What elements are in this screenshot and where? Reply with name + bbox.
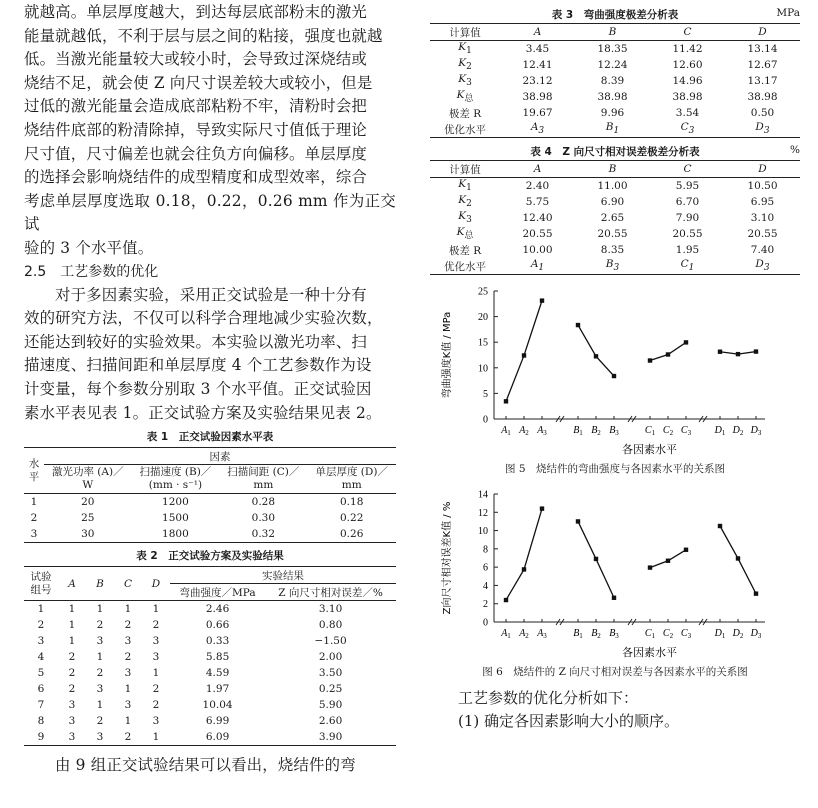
table-cell: 6.09 (205, 731, 230, 744)
y-tick-label: 12 (478, 507, 488, 519)
table-row (430, 226, 800, 242)
text-line: 对于多因素实验，采用正交试验是一种十分有 (55, 285, 367, 304)
table2-caption: 表 2 正交试验方案及实验结果 (136, 550, 284, 563)
data-point (736, 556, 740, 560)
table1 (24, 447, 396, 543)
x-tick-label: $B_3$ (609, 628, 619, 640)
table-cell: 6.70 (675, 196, 700, 208)
x-tick-label: $D_2$ (732, 425, 744, 437)
table-cell: 20.55 (672, 228, 703, 240)
series-line-A (506, 509, 542, 600)
table-cell: 12.40 (522, 212, 553, 224)
y-tick-label: 0 (483, 617, 488, 629)
x-tick-label: $B_2$ (591, 425, 601, 437)
figure6-caption: 图 6 烧结件的 Z 向尺寸相对误差与各因素水平的关系图 (482, 666, 748, 678)
table-cell: 3 (124, 699, 132, 712)
figure6-chart (430, 484, 800, 664)
table-cell: 9 (37, 731, 45, 744)
table-cell: 2 (68, 651, 76, 664)
table-cell: 3 (96, 731, 104, 744)
table-cell: 11.00 (597, 180, 628, 192)
data-point (522, 353, 526, 357)
figure5-caption: 图 5 烧结件的弯曲强度与各因素水平的关系图 (504, 463, 726, 475)
table-cell: 12.67 (747, 59, 778, 71)
t1-col-b: 扫描速度 (B)／ (mm · s⁻¹) (139, 466, 212, 492)
table-cell: 3 (96, 683, 104, 696)
table-cell: 3.90 (318, 731, 343, 744)
table-cell: 13.17 (747, 75, 778, 87)
x-tick-label: $B_3$ (609, 425, 619, 437)
table-row (24, 601, 396, 618)
y-tick-label: 5 (483, 388, 488, 400)
x-tick-label: $C_2$ (662, 425, 674, 437)
table-cell: 38.98 (747, 91, 778, 103)
table-cell: $K_2$ (458, 194, 472, 210)
table-row (24, 697, 396, 713)
table3-unit: MPa (776, 7, 800, 19)
text-line: 尺寸值，尺寸偏差也就会往负方向偏移。单层厚度 (24, 144, 367, 163)
table-cell: 1 (152, 603, 160, 616)
table-cell: 2 (152, 699, 160, 712)
table-cell: 0.66 (205, 619, 230, 632)
paragraph-thickness (24, 1, 396, 261)
table-cell: 2 (152, 683, 160, 696)
table-cell: $K_3$ (458, 210, 472, 226)
text-line: 还能达到较好的实验效果。本实验以激光功率、扫 (24, 332, 367, 351)
table-cell: 9.96 (600, 107, 625, 119)
table-cell: 2 (152, 619, 160, 632)
table-cell: 0.80 (318, 619, 343, 632)
data-point (612, 596, 616, 600)
table-cell: 1 (68, 619, 76, 632)
table2: 试验 组号 A B C D 实验结果 弯曲强度／MPa Z 向尺寸相对误差／% 1 1 1 1 1 2.46 3.10 2 1 2 2 2 0.66 0.80 3 1 3 3 3 0.33 −1.50 4 2 1 2 3 5.85 2.00 5 2 2 3 1 4.59 3.50 6 2 3 1 2 1.97 0.25 7 3 1 3 2 10.04 5.90 8 3 2 1 3 6.99 2.60 9 3 3 2 1 6.09 3.90 (24, 566, 396, 746)
t1-level-label: 平 (28, 470, 40, 483)
table-cell: 3 (37, 635, 45, 648)
table-cell: 38.98 (522, 91, 553, 103)
table-row (430, 89, 800, 105)
section-heading: 2.5 工艺参数的优化 (24, 263, 159, 280)
table-row (24, 665, 396, 681)
table-cell: 5.75 (525, 196, 550, 208)
x-tick-label: $A_2$ (519, 628, 529, 640)
table-cell: 2 (68, 667, 76, 680)
table3-caption-row (430, 7, 800, 21)
text-line: 验的 3 个水平值。 (24, 238, 154, 257)
table-cell: $D_3$ (755, 121, 770, 137)
table-cell: $K_总$ (456, 226, 474, 242)
data-point (666, 559, 670, 563)
y-tick-label: 2 (483, 599, 488, 611)
table4-caption: 表 4 Z 向尺寸相对误差极差分析表 (530, 146, 700, 158)
table-cell: 1 (68, 603, 76, 616)
table4-unit: % (790, 144, 800, 156)
data-point (718, 524, 722, 528)
table4-caption-row (430, 144, 800, 158)
table-cell: 6.90 (600, 196, 625, 208)
table-cell: 7.40 (750, 244, 775, 256)
table-cell: $K_总$ (456, 89, 474, 105)
table-cell: $A_1$ (530, 258, 545, 274)
data-point (594, 354, 598, 358)
x-tick-label: $C_3$ (680, 425, 692, 437)
table-row (24, 681, 396, 697)
table-cell: 极差 R (448, 107, 482, 120)
table-cell: 3 (124, 635, 132, 648)
table-row: 2 25 1500 0.30 0.22 (30, 512, 364, 525)
table-row (430, 194, 800, 210)
figure5-chart (430, 281, 800, 461)
y-tick-label: 25 (478, 286, 488, 298)
text-line: 能量就越低，不利于层与层之间的粘接，强度也就越 (24, 26, 383, 45)
data-point (736, 352, 740, 356)
text-line: 烧结件底部的粉清除掉，导致实际尺寸值低于理论 (24, 120, 367, 139)
y-tick-label: 10 (478, 526, 488, 538)
x-tick-label: $D_1$ (714, 628, 726, 640)
x-tick-label: $D_2$ (732, 628, 744, 640)
table-cell: 2 (124, 731, 132, 744)
t2-error-header: Z 向尺寸相对误差／% (278, 586, 383, 599)
table-cell: 3 (124, 667, 132, 680)
data-point (754, 349, 758, 353)
x-tick-label: $C_2$ (662, 628, 674, 640)
series-line-C (650, 342, 686, 360)
table-cell: 5.85 (205, 651, 230, 664)
text-line: 烧结不足，就会使 Z 向尺寸误差较大或较小，但是 (24, 73, 373, 92)
table-cell: 23.12 (522, 75, 553, 87)
table-cell: 5.90 (318, 699, 343, 712)
table3-caption: 表 3 弯曲强度极差分析表 (551, 9, 679, 21)
table-row (430, 105, 800, 121)
table-cell: 5.95 (675, 180, 700, 192)
table-cell: $K_3$ (458, 73, 472, 89)
table-cell: 3.10 (750, 212, 775, 224)
table-cell: 3 (152, 635, 160, 648)
table-cell: 2 (37, 619, 45, 632)
data-point (576, 323, 580, 327)
right-column (430, 0, 800, 733)
table-cell: 10.04 (202, 699, 233, 712)
y-tick-label: 4 (483, 580, 488, 592)
y-axis-label: 弯曲强度K值 / MPa (442, 311, 453, 399)
data-point (612, 374, 616, 378)
table-cell: 1 (68, 635, 76, 648)
t1-factor-header: 因素 (44, 448, 396, 465)
table-row (430, 210, 800, 226)
table-cell: 3 (96, 635, 104, 648)
t2-results-header: 实验结果 (170, 567, 396, 584)
t2-strength-header: 弯曲强度／MPa (179, 586, 256, 599)
table-cell: $K_1$ (458, 178, 472, 194)
table-row (430, 57, 800, 73)
table-cell: 优化水平 (444, 260, 486, 273)
table-row (24, 649, 396, 665)
x-tick-label: $C_1$ (644, 628, 656, 640)
table-cell: 5 (37, 667, 45, 680)
table-cell: 20.55 (522, 228, 553, 240)
data-point (648, 565, 652, 569)
x-tick-label: $B_1$ (573, 628, 583, 640)
table-cell: 6 (37, 683, 45, 696)
text-line: 过低的激光能量会造成底部粘粉不牢，清粉时会把 (24, 97, 367, 116)
table-cell: 2.00 (318, 651, 343, 664)
table-cell: 4 (37, 651, 45, 664)
data-point (540, 298, 544, 302)
table-cell: 3.45 (525, 43, 550, 55)
data-point (684, 340, 688, 344)
x-tick-label: $D_1$ (714, 425, 726, 437)
series-line-B (578, 325, 614, 376)
table-row (24, 729, 396, 746)
table-cell: 2 (68, 683, 76, 696)
table-row (24, 633, 396, 649)
text-line: 由 9 组正交试验结果可以看出，烧结件的弯 (55, 756, 356, 775)
table-row (430, 121, 800, 138)
table-cell: 3.50 (318, 667, 343, 680)
left-column (24, 0, 396, 778)
y-tick-label: 14 (478, 489, 488, 501)
x-tick-label: $B_2$ (591, 628, 601, 640)
table-cell: 10.00 (522, 244, 553, 256)
y-tick-label: 6 (483, 562, 488, 574)
table-cell: $K_2$ (458, 57, 472, 73)
table-row (430, 258, 800, 275)
table-cell: 2.65 (600, 212, 625, 224)
table-cell: 12.60 (672, 59, 703, 71)
x-tick-label: $A_3$ (537, 425, 547, 437)
table-cell: 2 (96, 619, 104, 632)
text-line: 效的研究方法，不仅可以科学合理地减少实验次数， (24, 309, 383, 328)
table-cell: 1.97 (205, 683, 230, 696)
table-cell: $C_1$ (680, 258, 695, 274)
t1-col-d: 单层厚度 (D)／ mm (315, 466, 388, 492)
table-cell: $C_3$ (680, 121, 695, 137)
table-row: 3 30 1800 0.32 0.26 (24, 526, 396, 543)
table-cell: 7.90 (675, 212, 700, 224)
table-cell: 2 (96, 715, 104, 728)
t1-col-c: 扫描间距 (C)／ mm (227, 466, 300, 492)
y-tick-label: 15 (478, 337, 488, 349)
table-cell: 3 (152, 651, 160, 664)
data-point (576, 519, 580, 523)
data-point (718, 350, 722, 354)
x-tick-label: $B_1$ (573, 425, 583, 437)
text-line: 工艺参数的优化分析如下： (458, 689, 639, 707)
data-point (754, 591, 758, 595)
table-cell: 优化水平 (444, 123, 486, 136)
x-tick-label: $D_3$ (750, 425, 762, 437)
table-cell: 1 (96, 699, 104, 712)
x-tick-label: $D_3$ (750, 628, 762, 640)
table-cell: $D_3$ (755, 258, 770, 274)
table-cell: $B_3$ (605, 258, 620, 274)
t1-level-label: 水 (28, 457, 40, 470)
table-cell: 10.50 (747, 180, 778, 192)
paragraph-orthogonal (24, 284, 396, 426)
table-cell: $B_1$ (605, 121, 620, 137)
table-cell: 20.55 (747, 228, 778, 240)
table-row: 1 20 1200 0.28 0.18 (30, 496, 364, 509)
table-cell: 1 (152, 667, 160, 680)
text-line: 的选择会影响烧结件的成型精度和成型效率，综合 (24, 168, 367, 187)
table4: 计算值 A B C D $K_1$ 2.40 11.00 5.95 10.50 $K_2$ 5.75 6.90 6.70 6.95 $K_3$ 12.40 2.65 7.90 3.10 $K_总$ 20.55 20.55 20.55 20.55 极差 R 10.00 8.35 1.95 7.40 优化水平 $A_1$ $B_3$ $C_1$ $D_3$ (430, 160, 800, 275)
data-point (666, 352, 670, 356)
table-cell: 38.98 (597, 91, 628, 103)
data-point (648, 358, 652, 362)
text-line: (1) 确定各因素影响大小的顺序。 (458, 712, 680, 730)
table-cell: 11.42 (672, 43, 703, 55)
text-line: 就越高。单层厚度越大，到达每层底部粉末的激光 (24, 3, 367, 21)
x-tick-label: $A_3$ (537, 628, 547, 640)
x-tick-label: $A_2$ (519, 425, 529, 437)
table-cell: 2.40 (525, 180, 550, 192)
table-cell: 12.24 (597, 59, 628, 71)
table-cell: 38.98 (672, 91, 703, 103)
table-cell: 0.50 (750, 107, 775, 119)
table-cell: 1 (124, 683, 132, 696)
table-cell: 1 (124, 715, 132, 728)
table-cell: 20.55 (597, 228, 628, 240)
y-tick-label: 0 (483, 414, 488, 426)
t2-group-header: 试验 组号 (24, 567, 58, 601)
data-point (504, 598, 508, 602)
table-cell: 0.25 (318, 683, 343, 696)
table-row (430, 73, 800, 89)
table-cell: 14.96 (672, 75, 703, 87)
table-cell: 6.95 (750, 196, 775, 208)
x-tick-label: $A_1$ (501, 425, 511, 437)
data-point (522, 567, 526, 571)
table-cell: 0.33 (205, 635, 230, 648)
table1-caption: 表 1 正交试验因素水平表 (146, 431, 274, 444)
y-axis-label: Z向尺寸相对误差K值 / % (442, 501, 453, 615)
table-cell: 13.14 (747, 43, 778, 55)
table-cell: 3 (68, 699, 76, 712)
table-cell: 1 (96, 651, 104, 664)
table-cell: −1.50 (314, 635, 347, 648)
table-row (430, 178, 800, 195)
text-line: 计变量，每个参数分别取 3 个水平值。正交试验因 (24, 379, 372, 398)
data-point (594, 557, 598, 561)
table-cell: $K_1$ (458, 41, 472, 57)
x-tick-label: $A_1$ (501, 628, 511, 640)
table-cell: 8.35 (600, 244, 625, 256)
table-row (430, 242, 800, 258)
y-tick-label: 20 (478, 312, 488, 324)
text-line: 考虑单层厚度选取 0.18，0.22，0.26 mm 作为正交试 (24, 191, 396, 234)
x-axis-label: 各因素水平 (622, 646, 677, 659)
y-tick-label: 10 (478, 363, 488, 375)
text-line: 描速度、扫描间距和单层厚度 4 个工艺参数作为设 (24, 356, 372, 375)
table3: 计算值 A B C D $K_1$ 3.45 18.35 11.42 13.14 $K_2$ 12.41 12.24 12.60 12.67 $K_3$ 23.12 8.39 14.96 13.17 $K_总$ 38.98 38.98 38.98 38.98 极差 R 19.67 9.96 3.54 0.50 优化水平 $A_3$ $B_1$ $C_3$ $D_3$ (430, 23, 800, 138)
table-cell: 1.95 (675, 244, 700, 256)
table-cell: 12.41 (522, 59, 553, 71)
table-row (430, 41, 800, 58)
table-cell: 2.46 (205, 603, 230, 616)
x-axis-label: 各因素水平 (622, 443, 677, 456)
data-point (504, 399, 508, 403)
table-cell: 1 (152, 731, 160, 744)
table-cell: 6.99 (205, 715, 230, 728)
text-line: 低。当激光能量较大或较小时，会导致过深烧结或 (24, 50, 367, 69)
table-cell: 7 (37, 699, 45, 712)
x-tick-label: $C_1$ (644, 425, 656, 437)
table-cell: 3 (68, 715, 76, 728)
table-cell: 1 (37, 603, 45, 616)
table-row (24, 617, 396, 633)
table-cell: 3.54 (675, 107, 700, 119)
x-tick-label: $C_3$ (680, 628, 692, 640)
table-cell: 8 (37, 715, 45, 728)
table-cell: 3 (68, 731, 76, 744)
figure5 (430, 281, 800, 476)
data-point (540, 506, 544, 510)
table-cell: 19.67 (522, 107, 553, 119)
y-tick-label: 8 (483, 544, 488, 556)
text-line: 素水平表见表 1。正交试验方案及实验结果见表 2。 (24, 403, 382, 422)
table-cell: 18.35 (597, 43, 628, 55)
table-cell: $A_3$ (530, 121, 545, 137)
t1-col-a: 激光功率 (A)／ W (51, 466, 124, 492)
table-cell: 4.59 (205, 667, 230, 680)
data-point (684, 548, 688, 552)
table-cell: 2 (124, 651, 132, 664)
table-cell: 2.60 (318, 715, 343, 728)
table-cell: 极差 R (448, 244, 482, 257)
table-cell: 2 (124, 619, 132, 632)
table-cell: 1 (124, 603, 132, 616)
table-cell: 3.10 (318, 603, 343, 616)
table-cell: 8.39 (600, 75, 625, 87)
series-line-A (506, 301, 542, 402)
table-cell: 2 (96, 667, 104, 680)
table-row (24, 713, 396, 729)
table-cell: 1 (96, 603, 104, 616)
figure6 (430, 484, 800, 679)
table-cell: 3 (152, 715, 160, 728)
